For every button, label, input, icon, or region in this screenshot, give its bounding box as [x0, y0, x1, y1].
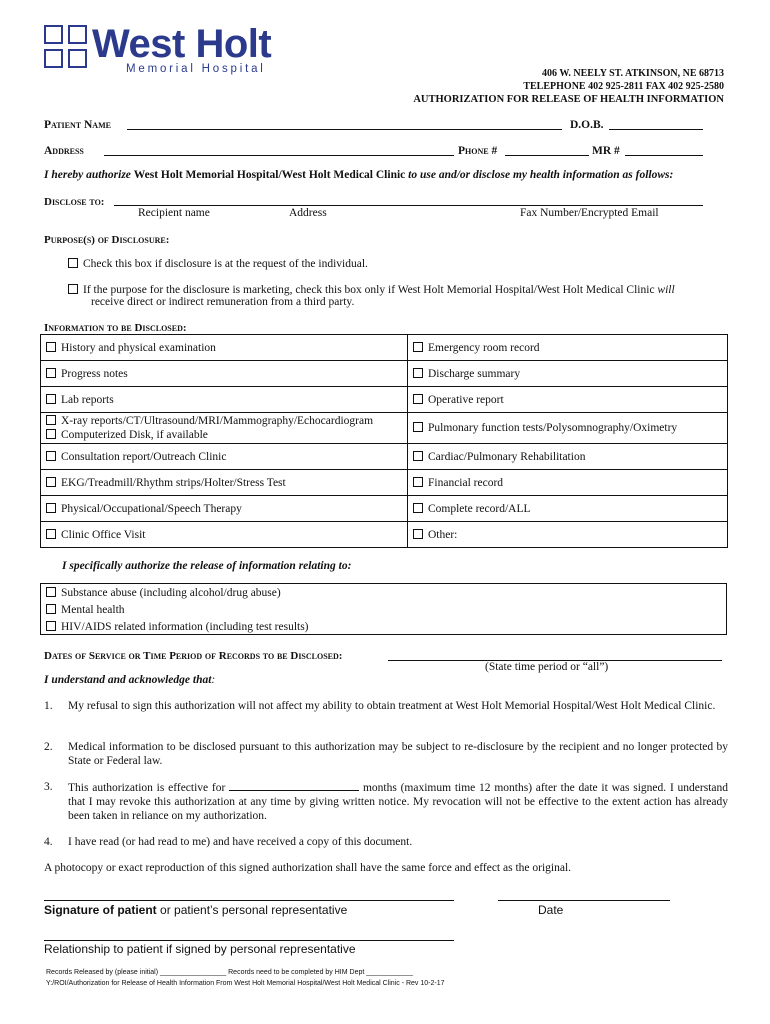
info-checkbox[interactable]	[413, 503, 423, 513]
table-row	[41, 470, 728, 496]
info-item: Discharge summary	[428, 367, 521, 380]
info-checkbox[interactable]	[413, 451, 423, 461]
patient-name-label: Patient Name	[44, 119, 111, 131]
info-item: Computerized Disk, if available	[61, 429, 208, 441]
info-label: Information to be Disclosed:	[44, 322, 187, 334]
footer-released: Records Released by (please initial) _________________ Records need to be completed by HIM Dept ____________	[46, 969, 413, 976]
specific-item: HIV/AIDS related information (including test results)	[61, 621, 309, 633]
specific-item: Substance abuse (including alcohol/drug abuse)	[61, 587, 281, 599]
item-number: 3.	[44, 781, 53, 793]
info-item: X-ray reports/CT/Ultrasound/MRI/Mammography/Echocardiogram	[61, 415, 374, 427]
purpose-label: Purpose(s) of Disclosure:	[44, 234, 170, 246]
table-row	[41, 522, 728, 548]
dob-label: D.O.B.	[570, 119, 604, 131]
info-checkbox[interactable]	[46, 394, 56, 404]
info-item: Financial record	[428, 476, 504, 489]
info-checkbox[interactable]	[413, 422, 423, 432]
info-checkbox[interactable]	[46, 415, 56, 425]
relationship-caption: Relationship to patient if signed by personal representative	[44, 942, 356, 956]
item-number: 4.	[44, 836, 53, 848]
info-checkbox[interactable]	[413, 394, 423, 404]
form-title: AUTHORIZATION FOR RELEASE OF HEALTH INFORMATION	[413, 94, 724, 105]
specific-box	[40, 583, 727, 635]
purpose-option-marketing	[68, 284, 728, 296]
hospital-address: 406 W. NEELY ST. ATKINSON, NE 68713	[542, 68, 724, 79]
hospital-logo-icon	[44, 25, 90, 71]
info-checkbox[interactable]	[46, 429, 56, 439]
info-item: Progress notes	[61, 367, 128, 380]
acknowledge-item-4	[44, 835, 728, 849]
address-field[interactable]	[104, 143, 454, 156]
info-checkbox[interactable]	[46, 529, 56, 539]
fax-caption: Fax Number/Encrypted Email	[520, 207, 659, 219]
info-item: Operative report	[428, 393, 504, 406]
acknowledge-item-1	[44, 699, 728, 713]
info-checkbox[interactable]	[413, 529, 423, 539]
info-item: Cardiac/Pulmonary Rehabilitation	[428, 450, 586, 463]
specific-label: I specifically authorize the release of information relating to:	[62, 560, 352, 572]
address-caption: Address	[289, 207, 327, 219]
authorize-suffix: to use and/or disclose my health information as follows:	[408, 169, 674, 181]
item-number: 1.	[44, 700, 53, 712]
info-checkbox[interactable]	[46, 477, 56, 487]
authorize-statement	[44, 169, 673, 181]
table-row	[41, 361, 728, 387]
hospital-phone: TELEPHONE 402 925-2811 FAX 402 925-2580	[523, 81, 724, 92]
table-row	[41, 444, 728, 470]
signature-bold: Signature of patient	[44, 903, 157, 917]
info-item: Complete record/ALL	[428, 502, 531, 515]
info-checkbox[interactable]	[46, 503, 56, 513]
logo-title: West Holt	[92, 22, 272, 66]
info-item: History and physical examination	[61, 341, 216, 354]
relationship-field[interactable]	[44, 930, 454, 941]
specific-item: Mental health	[61, 604, 125, 616]
item-text	[68, 780, 728, 823]
purpose-marketing-cont: receive direct or indirect remuneration from a third party.	[91, 296, 355, 308]
info-checkbox[interactable]	[413, 368, 423, 378]
signature-rest: or patient’s personal representative	[160, 903, 348, 917]
purpose-request-checkbox[interactable]	[68, 258, 78, 268]
table-row	[41, 413, 728, 444]
purpose-marketing-checkbox[interactable]	[68, 284, 78, 294]
acknowledge-label-text: I understand and acknowledge that	[44, 674, 212, 686]
table-row	[41, 335, 728, 361]
info-checkbox[interactable]	[46, 342, 56, 352]
item-text: I have read (or had read to me) and have received a copy of this document.	[68, 836, 413, 848]
info-checkbox[interactable]	[46, 368, 56, 378]
footer-path: Y:/ROI/Authorization for Release of Health Information From West Holt Memorial Hospital/West Holt Medical Clinic - Rev 10-2-17	[46, 980, 445, 987]
dates-label: Dates of Service or Time Period of Records to be Disclosed:	[44, 650, 343, 662]
authorize-entity: West Holt Memorial Hospital/West Holt Medical Clinic	[133, 169, 406, 181]
phone-label: Phone #	[458, 145, 498, 157]
item-text: Medical information to be disclosed pursuant to this authorization may be subject to re-disclosure by the recipient and no longer protected by State or Federal law.	[68, 741, 728, 767]
info-item: Physical/Occupational/Speech Therapy	[61, 502, 242, 515]
date-caption: Date	[538, 903, 564, 917]
info-checkbox[interactable]	[413, 477, 423, 487]
info-item: Emergency room record	[428, 341, 540, 354]
info-item: Pulmonary function tests/Polysomnography/Oximetry	[428, 422, 678, 434]
purpose-option-request-text: Check this box if disclosure is at the request of the individual.	[83, 258, 368, 270]
recipient-name-caption: Recipient name	[138, 207, 210, 219]
purpose-marketing-will: will	[657, 284, 675, 296]
item-number: 2.	[44, 741, 53, 753]
date-field[interactable]	[498, 890, 670, 901]
acknowledge-item-3	[44, 780, 728, 823]
patient-name-field[interactable]	[127, 117, 562, 130]
purpose-marketing-text: If the purpose for the disclosure is marketing, check this box only if West Holt Memorial Hospital/West Holt Medical Clinic	[83, 284, 655, 296]
purpose-option-request	[68, 258, 368, 270]
acknowledge-label: I understand and acknowledge that:	[44, 674, 216, 686]
item-text-b: months (maximum time 12 months) after the date it was signed. I understand that I may revoke this authorization at any time by giving written notice. My revocation will not be effective to the extent action has already been taken in reliance on my authorization.	[68, 782, 729, 822]
item-text: My refusal to sign this authorization will not affect my ability to obtain treatment at West Holt Memorial Hospital/West Holt Medical Clinic.	[68, 700, 716, 712]
address-label: Address	[44, 145, 84, 157]
specific-checkbox[interactable]	[46, 587, 56, 597]
info-item: Clinic Office Visit	[61, 528, 146, 541]
mr-label: MR #	[592, 145, 620, 157]
info-checkbox[interactable]	[46, 451, 56, 461]
dob-field[interactable]	[609, 117, 703, 130]
specific-checkbox[interactable]	[46, 604, 56, 614]
phone-field[interactable]	[505, 143, 589, 156]
info-item: Other:	[428, 528, 458, 541]
list-item	[46, 619, 721, 636]
info-table	[40, 334, 728, 548]
info-checkbox[interactable]	[413, 342, 423, 352]
signature-caption	[44, 903, 347, 917]
months-field[interactable]	[229, 780, 359, 791]
logo-subtitle: Memorial Hospital	[126, 63, 266, 75]
info-item: Consultation report/Outreach Clinic	[61, 450, 227, 463]
info-item: Lab reports	[61, 393, 114, 406]
photocopy-statement: A photocopy or exact reproduction of this signed authorization shall have the same force and effect as the original.	[44, 862, 572, 874]
authorize-prefix: I hereby authorize	[44, 169, 131, 181]
list-item	[46, 585, 721, 602]
table-row	[41, 387, 728, 413]
specific-checkbox[interactable]	[46, 621, 56, 631]
item-text-a: This authorization is effective for	[68, 782, 226, 794]
table-row	[41, 496, 728, 522]
dates-field[interactable]	[388, 648, 722, 661]
info-item: EKG/Treadmill/Rhythm strips/Holter/Stress Test	[61, 476, 286, 489]
dates-note: (State time period or “all”)	[485, 661, 609, 673]
mr-field[interactable]	[625, 143, 703, 156]
signature-field[interactable]	[44, 890, 454, 901]
disclose-label: Disclose to:	[44, 196, 105, 208]
disclose-to-field[interactable]	[114, 193, 703, 206]
list-item	[46, 602, 721, 619]
acknowledge-item-2	[44, 740, 728, 768]
